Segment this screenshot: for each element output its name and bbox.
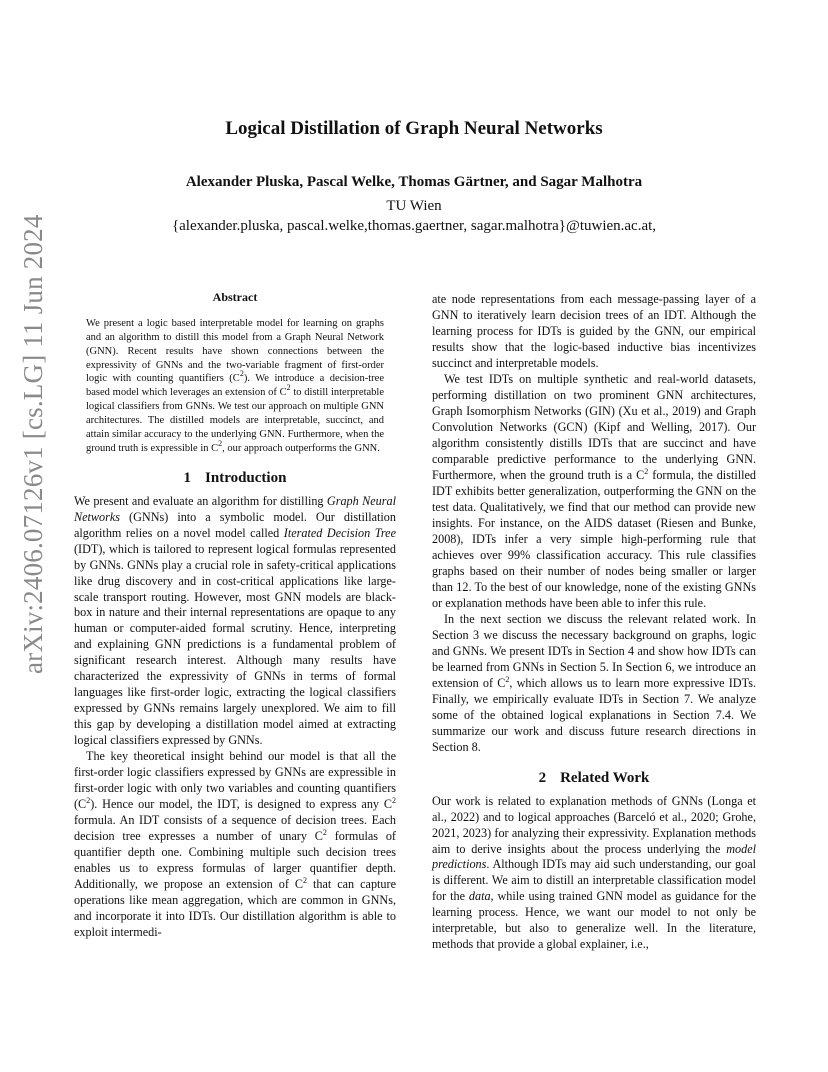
intro-paragraph-3: ate node representations from each message-passing layer of a GNN to iteratively learn decision trees of an IDT. Although the learning process for IDTs is guided by the GNN, our empirical results show that the logic-based inductive bias incentivizes succinct and interpretable models.: [432, 292, 756, 370]
paper-title: Logical Distillation of Graph Neural Networks: [225, 118, 603, 139]
section-heading-related-work: 2 Related Work: [538, 769, 650, 786]
author-emails: {alexander.pluska, pascal.welke,thomas.gaertner, sagar.malhotra}@tuwien.ac.at,: [171, 218, 657, 234]
intro-paragraph-4: We test IDTs on multiple synthetic and real-world datasets, performing distillation on two prominent GNN architectures, Graph Isomorphism Networks (GIN) (Xu et al., 2019) and Graph Convolution Networks (GCN) (Kipf and Welling, 2017). Our algorithm consistently distills IDTs that are succinct and have comparable predictive performance to the underlying GNN. Furthermore, when the ground truth is a $C^2$ formula, the distilled IDT exhibits better generalization, outperforming the GNN on the test data. Qualitatively, we find that our method can provide new insights. For instance, on the AIDS dataset (Riesen and Bunke, 2008), IDTs infer a very simple high-performing rule that achieves over 99% classification accuracy. This rule classifies graphs based on their number of nodes being smaller or larger than 12. To the best of our knowledge, none of the existing GNNs or explanation methods have been able to infer this rule.: [432, 371, 756, 610]
intro-paragraph-2: The key theoretical insight behind our model is that all the first-order logic classifiers expressed by GNNs are expressible in first-order logic with only two variables and counting quantifiers $(C^2)$. Hence our model, the IDT, is designed to express any $C^2$ formula. An IDT consists of a sequence of decision trees. Each decision tree expresses a number of unary $C^2$ formulas of quantifier depth one. Combining multiple such decision trees enables us to express formulas of larger quantifier depth. Additionally, we propose an extension of $C^2$ that can capture operations like mean aggregation, which are common in GNNs, and incorporate it into IDTs. Our distillation algorithm is able to exploit intermedi-: [74, 749, 396, 940]
right-column: [432, 292, 756, 953]
section-heading-introduction: 1 Introduction: [183, 469, 287, 486]
intro-paragraph-5: In the next section we discuss the relevant related work. In Section 3 we discuss the necessary background on graphs, logic and GNNs. We present IDTs in Section 4 and show how IDTs can be learned from GNNs in Section 5. In Section 6, we introduce an extension of $C^2$, which allows us to learn more expressive IDTs. Finally, we empirically evaluate IDTs in Section 7. We analyze some of the obtained logical explanations in Section 7.4. We summarize our work and discuss future research directions in Section 8.: [432, 611, 756, 754]
affiliation: TU Wien: [386, 198, 442, 214]
abstract-text: We present a logic based interpretable model for learning on graphs and an algorithm to distill this model from a Graph Neural Network (GNN). Recent results have shown connections between the expressivity of GNNs and the two-variable fragment of first-order logic with counting quantifiers $(C^2)$. We introduce a decision-tree based model which leverages an extension of $C^2$ to distill interpretable logical classifiers from GNNs. We test our approach on multiple GNN architectures. The distilled models are interpretable, succinct, and attain similar accuracy to the underlying GNN. Furthermore, when the ground truth is expressible in $C^2$, our approach outperforms the GNN.: [86, 318, 385, 454]
author-list: Alexander Pluska, Pascal Welke, Thomas Gärtner, and Sagar Malhotra: [185, 174, 643, 190]
left-column: [74, 290, 396, 941]
abstract-heading: Abstract: [212, 290, 258, 304]
arxiv-identifier-stamp: arXiv:2406.07126v1 [cs.LG] 11 Jun 2024: [18, 214, 48, 674]
intro-paragraph-1: We present and evaluate an algorithm for distilling Graph Neural Networks (GNNs) into a symbolic model. Our distillation algorithm relies on a novel model called Iterated Decision Tree (IDT), which is tailored to represent logical formulas represented by GNNs. GNNs play a crucial role in safety-critical applications like drug discovery and in cost-critical applications like large-scale transport routing. However, most GNN models are black-box in nature and their internal representations are opaque to any human or computer-aided formal scrutiny. Hence, interpreting and explaining GNN predictions is a fundamental problem of significant research interest. Although many results have characterized the expressivity of GNNs in terms of formal languages like first-order logic, extracting the logical classifiers expressed by GNNs remains largely unexplored. We aim to fill this gap by developing a distillation model aimed at extracting logical classifiers expressed by GNNs.: [74, 493, 396, 748]
related-paragraph-1: Our work is related to explanation methods of GNNs (Longa et al., 2022) and to logical approaches (Barceló et al., 2020; Grohe, 2021, 2023) for analyzing their expressivity. Explanation methods aim to derive insights about the process underlying the model predictions. Although IDTs may aid such understanding, our goal is different. We aim to distill an interpretable classification model for the data, while using trained GNN model as guidance for the learning process. Hence, we want our model to not only be interpretable, but also to generalize well. In the literature, methods that provide a global explainer, i.e.,: [432, 793, 756, 952]
